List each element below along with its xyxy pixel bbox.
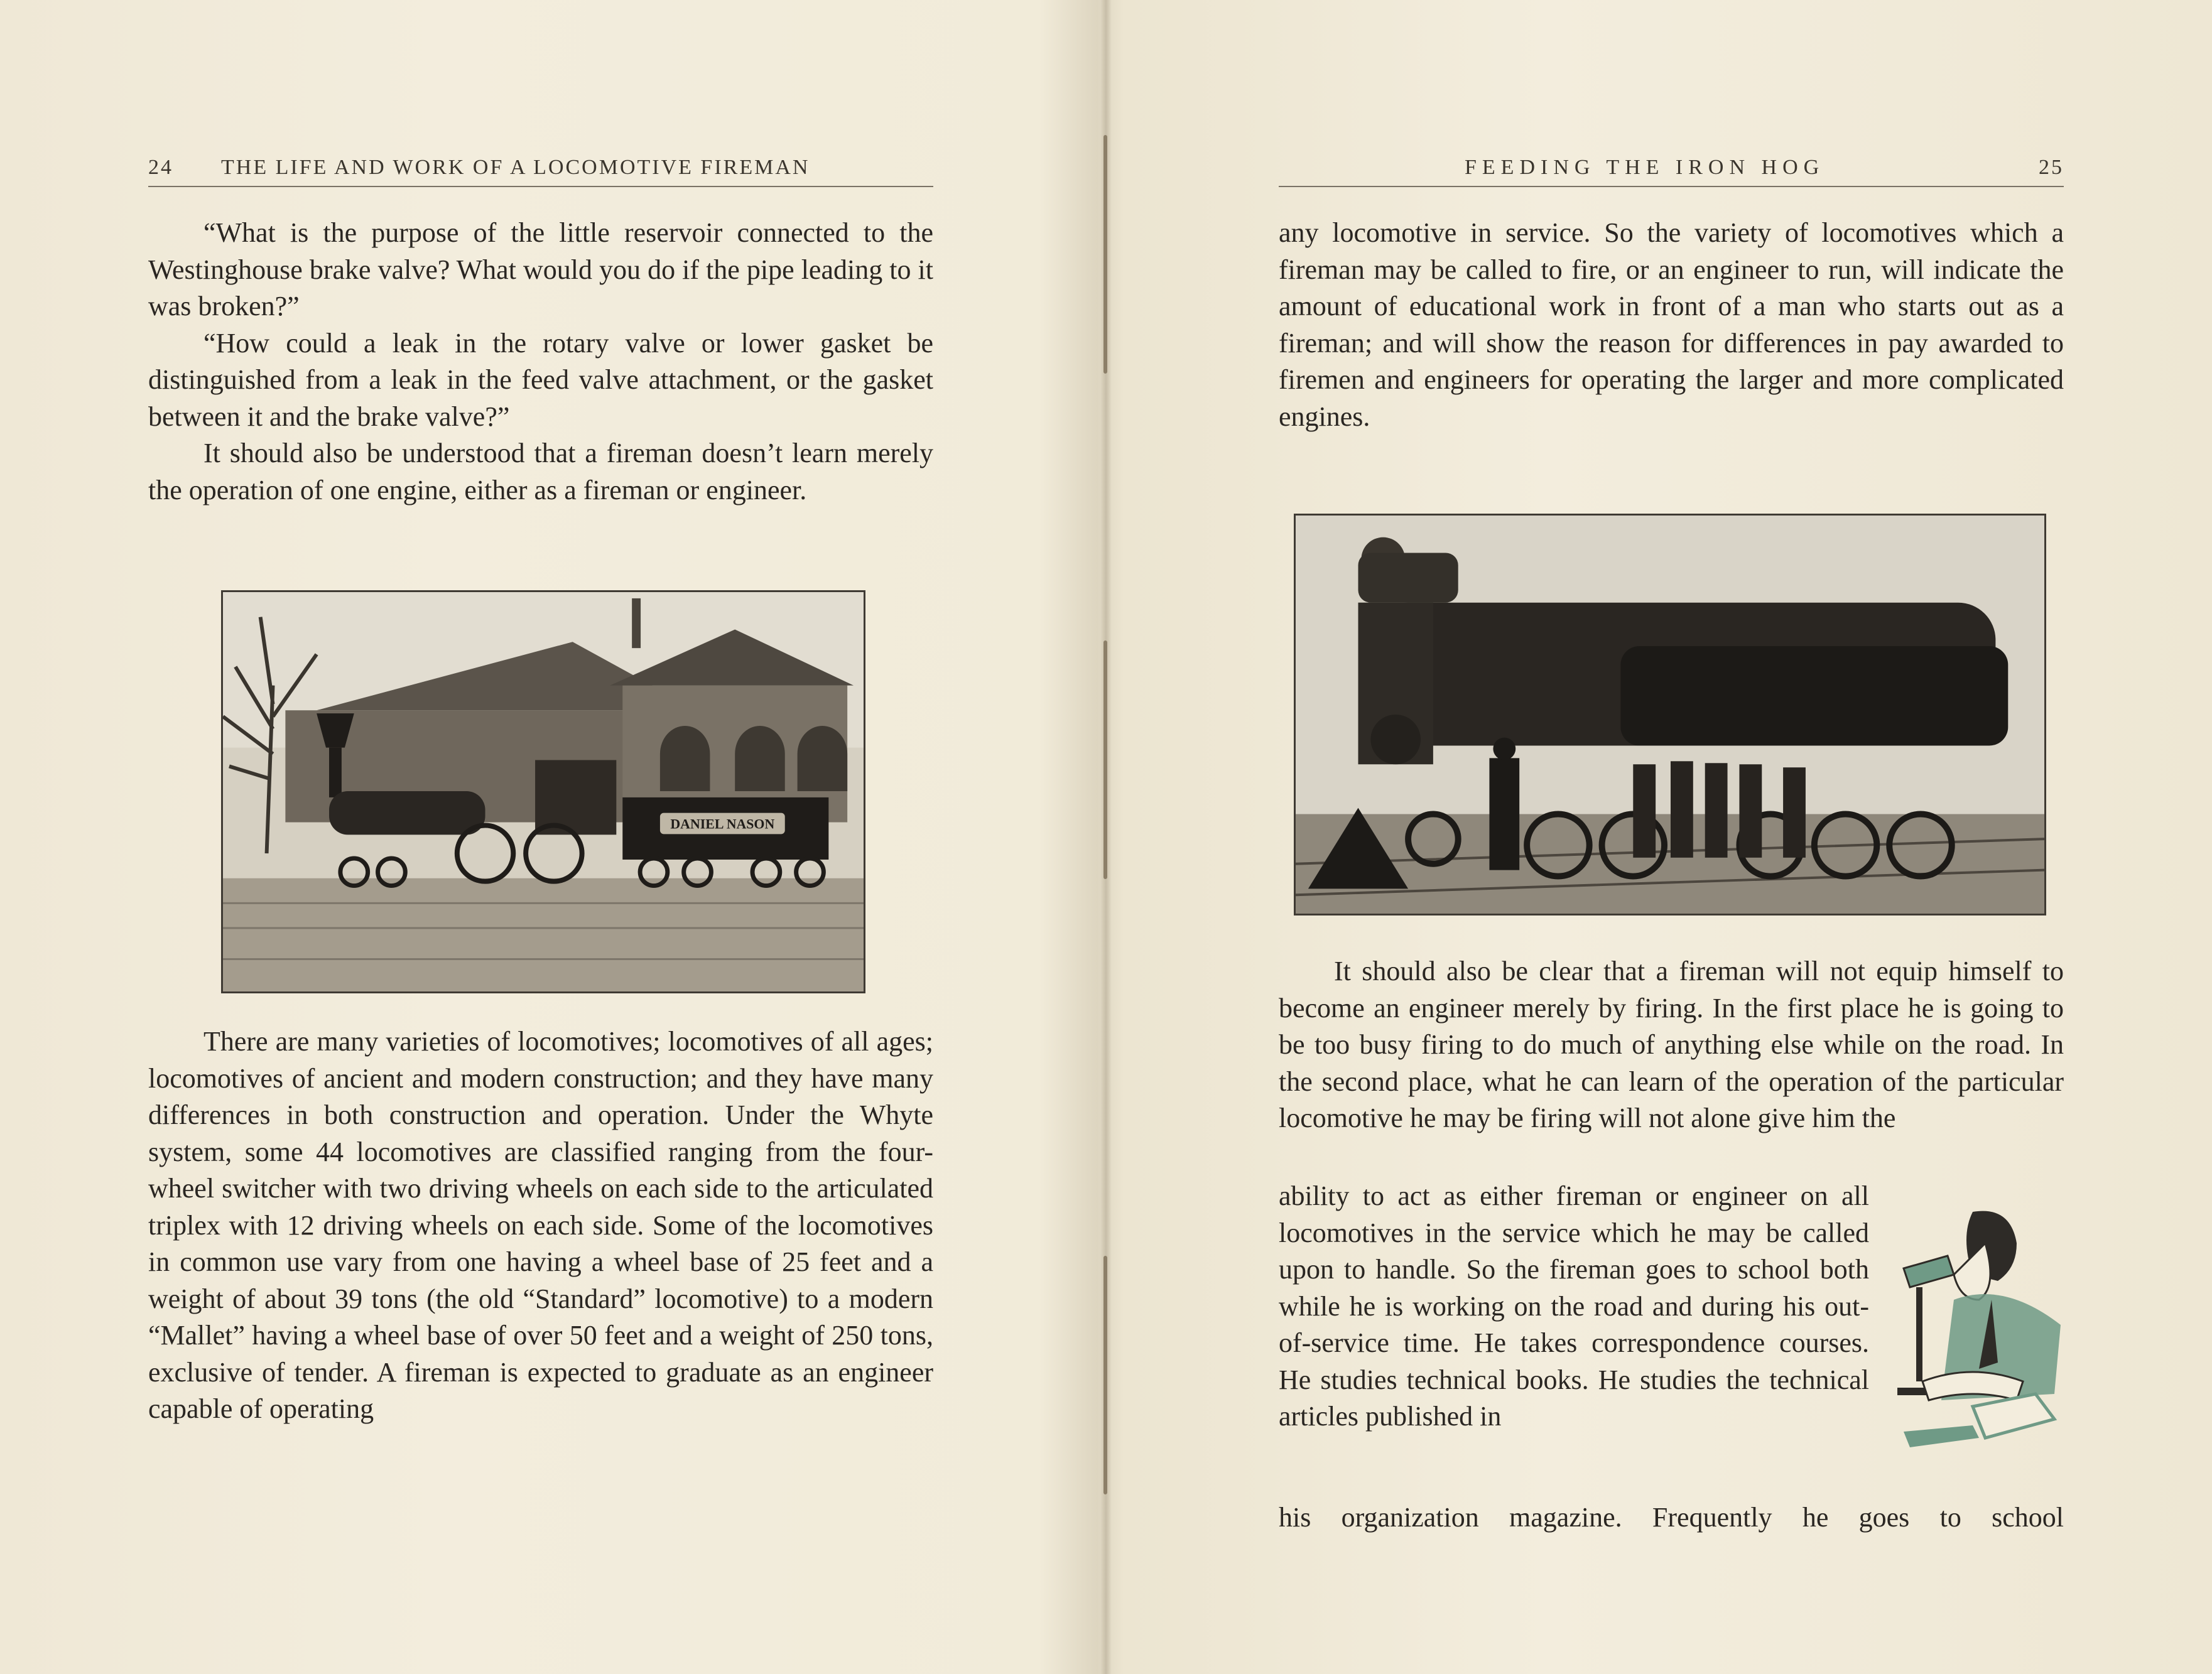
right-page (1279, 0, 2064, 1674)
photo-mallet-locomotive (1294, 514, 2046, 915)
running-head-title: THE LIFE AND WORK OF A LOCOMOTIVE FIREMAN (221, 156, 810, 179)
binding-stitch (1103, 1256, 1107, 1494)
body-text-bottom (148, 1023, 933, 1428)
paragraph: “What is the purpose of the little reservoir connected to the Westinghouse brake valve? What would you do if the pipe leading to it was broken?” (148, 217, 933, 321)
paragraph: his organization magazine. Frequently he goes to school (1279, 1502, 2064, 1533)
mallet-locomotive-illustration (1296, 516, 2044, 914)
running-head (148, 156, 933, 187)
body-text-top (1279, 215, 2064, 435)
body-text-last-line (1279, 1472, 2064, 1564)
body-text-wrapped (1279, 1178, 1869, 1435)
running-head (1279, 156, 2064, 187)
student-reading-icon (1879, 1206, 2064, 1457)
running-head-title: FEEDING THE IRON HOG (1465, 156, 1825, 179)
binding-stitch (1103, 135, 1107, 374)
paragraph: It should also be understood that a fireman doesn’t learn merely the operation of one engine, either as a fireman or engineer. (148, 438, 933, 505)
body-text-middle (1279, 953, 2064, 1137)
photo-old-locomotive (221, 590, 865, 993)
tender-nameplate: DANIEL NASON (670, 816, 775, 832)
page-number: 25 (2039, 156, 2064, 179)
left-page (148, 0, 933, 1674)
paragraph: It should also be clear that a fireman will not equip himself to become an engineer merely by firing. In the first place he is going to be too busy firing to do much of anything else while on the road. In the second place, what he can learn of the operation of the particular locomotive he may be firing will not alone give him the (1279, 956, 2064, 1133)
paragraph: “How could a leak in the rotary valve or lower gasket be distinguished from a leak in the feed valve attachment, or the gasket between it and the brake valve?” (148, 327, 933, 432)
paragraph: any locomotive in service. So the variety of locomotives which a fireman may be called to fire, or an engineer to run, will indicate the amount of educational work in front of a man who starts out as a fireman; and will show the reason for differences in pay awarded to firemen and engineers for operating the larger and more complicated engines. (1279, 217, 2064, 432)
paragraph: There are many varieties of locomotives; locomotives of all ages; locomotives of ancient and modern construction; and they have many differences in both construction and operation. Under the Whyte system, some 44 locomotives are classified ranging from the four-wheel switcher with two driving wheels on each side to the articulated triplex with 12 driving wheels on each side. Some of the locomotives in common use vary from one having a wheel base of 25 feet and a weight of about 39 tons (the old “Standard” locomotive) to a modern “Mallet” having a wheel base of over 50 feet and a weight of 250 tons, exclusive of tender. A fireman is expected to graduate as an engineer capable of operating (148, 1026, 933, 1424)
body-text-top (148, 215, 933, 509)
paragraph: ability to act as either fireman or engineer on all locomotives in the service which he may be called upon to handle. So the fireman goes to school both while he is working on the road and during his out-of-service time. He takes correspondence courses. He studies technical books. He studies the technical articles published in (1279, 1180, 1869, 1432)
page-number: 24 (148, 156, 173, 179)
binding-stitch (1103, 640, 1107, 879)
studying-man-illustration (1879, 1206, 2064, 1457)
old-locomotive-illustration (223, 592, 864, 991)
